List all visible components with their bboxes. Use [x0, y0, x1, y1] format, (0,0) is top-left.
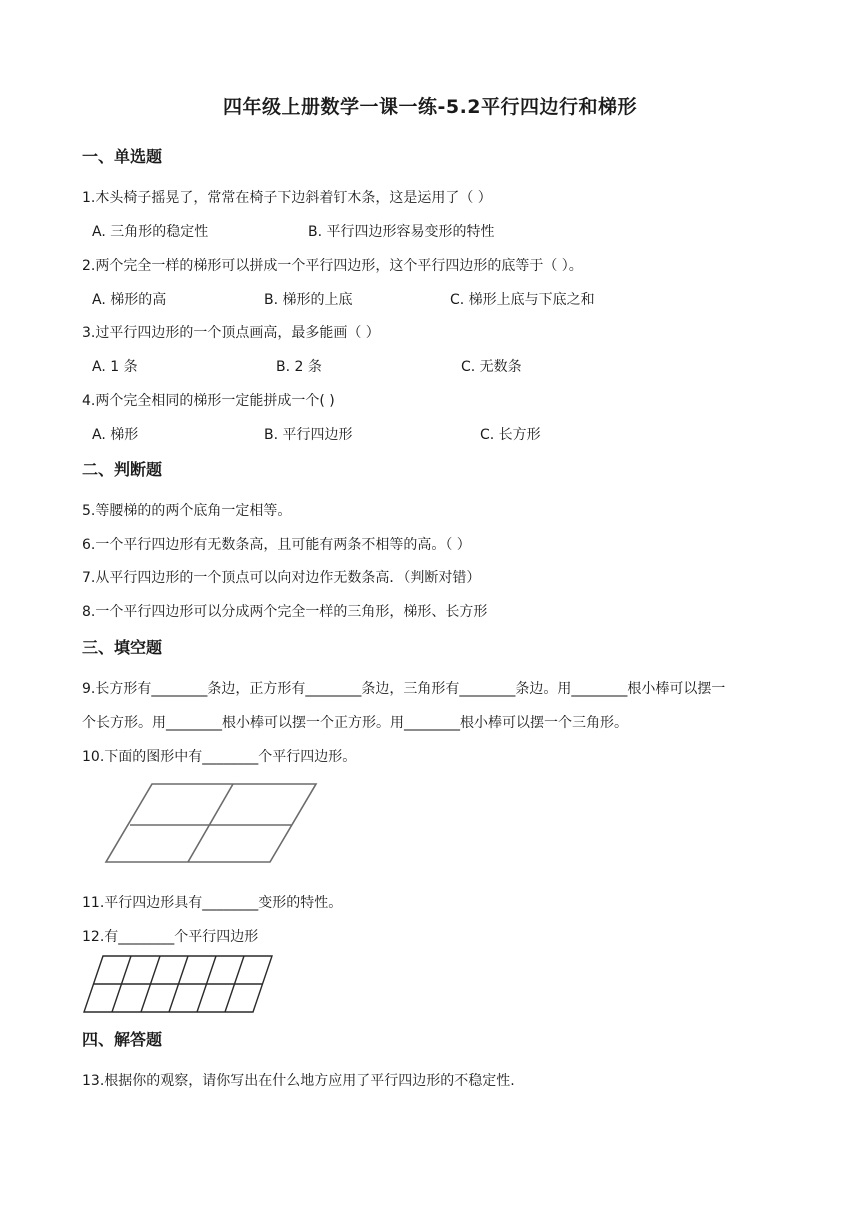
question-1-text: 1.木头椅子摇晃了，常常在椅子下边斜着钉木条，这是运用了（ ）: [82, 190, 492, 206]
question-3-text: 3.过平行四边形的一个顶点画高，最多能画（ ）: [82, 325, 380, 341]
question-8-text: 8.一个平行四边形可以分成两个完全一样的三角形，梯形、长方形: [82, 604, 488, 620]
question-12-parallelogram-grid-figure: [82, 952, 278, 1016]
question-4-option-c: C. 长方形: [480, 427, 541, 443]
question-9-text-line1: 9.长方形有________条边，正方形有________条边，三角形有________条边。用________根小棒可以摆一: [82, 681, 726, 697]
section-heading-single-choice: 一、单选题: [82, 147, 163, 166]
page-title: 四年级上册数学一课一练-5.2平行四边行和梯形: [222, 96, 638, 118]
question-3-option-a: A. 1 条: [92, 359, 138, 375]
section-heading-true-false: 二、判断题: [82, 460, 163, 479]
question-4-text: 4.两个完全相同的梯形一定能拼成一个( ): [82, 393, 335, 409]
question-2-option-b: B. 梯形的上底: [264, 292, 353, 308]
question-12-text: 12.有________个平行四边形: [82, 929, 259, 945]
question-4-option-b: B. 平行四边形: [264, 427, 353, 443]
question-11-text: 11.平行四边形具有________变形的特性。: [82, 895, 343, 911]
section-heading-fill-blank: 三、填空题: [82, 638, 163, 657]
section-heading-short-answer: 四、解答题: [82, 1030, 163, 1049]
question-2-option-a: A. 梯形的高: [92, 292, 167, 308]
question-4-option-a: A. 梯形: [92, 427, 139, 443]
question-13-text: 13.根据你的观察，请你写出在什么地方应用了平行四边形的不稳定性.: [82, 1073, 515, 1089]
question-7-text: 7.从平行四边形的一个顶点可以向对边作无数条高．（判断对错）: [82, 570, 481, 586]
question-3-option-b: B. 2 条: [276, 359, 322, 375]
question-5-text: 5.等腰梯的的两个底角一定相等。: [82, 503, 292, 519]
question-2-text: 2.两个完全一样的梯形可以拼成一个平行四边形，这个平行四边形的底等于（ ）。: [82, 258, 583, 274]
question-9-text-line2: 个长方形。用________根小棒可以摆一个正方形。用________根小棒可以摆一个三角形。: [82, 715, 628, 731]
question-6-text: 6.一个平行四边形有无数条高，且可能有两条不相等的高。（ ）: [82, 537, 471, 553]
question-3-option-c: C. 无数条: [461, 359, 522, 375]
question-10-text: 10.下面的图形中有________个平行四边形。: [82, 749, 357, 765]
question-10-parallelogram-figure: [100, 778, 330, 870]
question-1-option-a: A. 三角形的稳定性: [92, 224, 209, 240]
question-2-option-c: C. 梯形上底与下底之和: [450, 292, 595, 308]
slanted-divider: [188, 784, 233, 862]
question-1-option-b: B. 平行四边形容易变形的特性: [308, 224, 495, 240]
